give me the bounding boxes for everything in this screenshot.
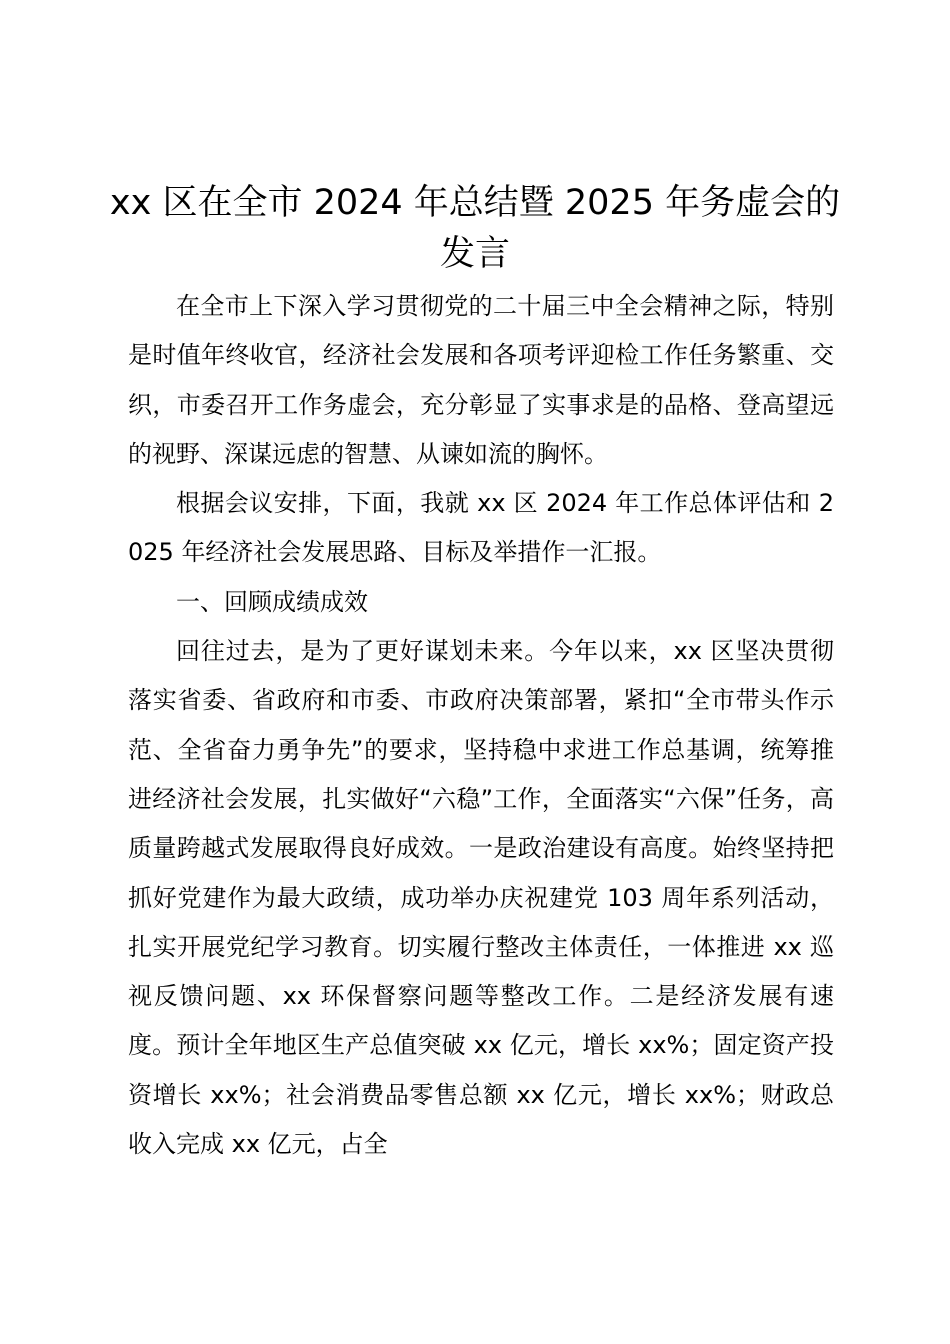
document-title: xx 区在全市 2024 年总结暨 2025 年务虚会的发言 (109, 183, 841, 274)
paragraph-agenda: 根据会议安排，下面，我就 xx 区 2024 年工作总体评估和 2025 年经济社会发展思路、目标及举措作一汇报。 (128, 489, 834, 567)
document-body (128, 282, 834, 1169)
paragraph-review: 回往过去，是为了更好谋划未来。今年以来，xx 区坚决贯彻落实省委、省政府和市委、市政府决策部署，紧扣“全市带头作示范、全省奋力勇争先”的要求，坚持稳中求进工作总基调，统筹推进经济社会发展，扎实做好“六稳”工作，全面落实“六保”任务，高质量跨越式发展取得良好成效。一是政治建设有高度。始终坚持把抓好党建作为最大政绩，成功举办庆祝建党 103 周年系列活动，扎实开展党纪学习教育。切实履行整改主体责任，一体推进 xx 巡视反馈问题、xx 环保督察问题等整改工作。二是经济发展有速度。预计全年地区生产总值突破 xx 亿元，增长 xx%；固定资产投资增长 xx%；社会消费品零售总额 xx 亿元，增长 xx%；财政总收入完成 xx 亿元，占全 (128, 637, 834, 1159)
paragraph-intro: 在全市上下深入学习贯彻党的二十届三中全会精神之际，特别是时值年终收官，经济社会发展和各项考评迎检工作任务繁重、交织，市委召开工作务虚会，充分彰显了实事求是的品格、登高望远的视野、深谋远虑的智慧、从谏如流的胸怀。 (128, 292, 834, 468)
section-heading: 一、回顾成绩成效 (176, 587, 368, 616)
